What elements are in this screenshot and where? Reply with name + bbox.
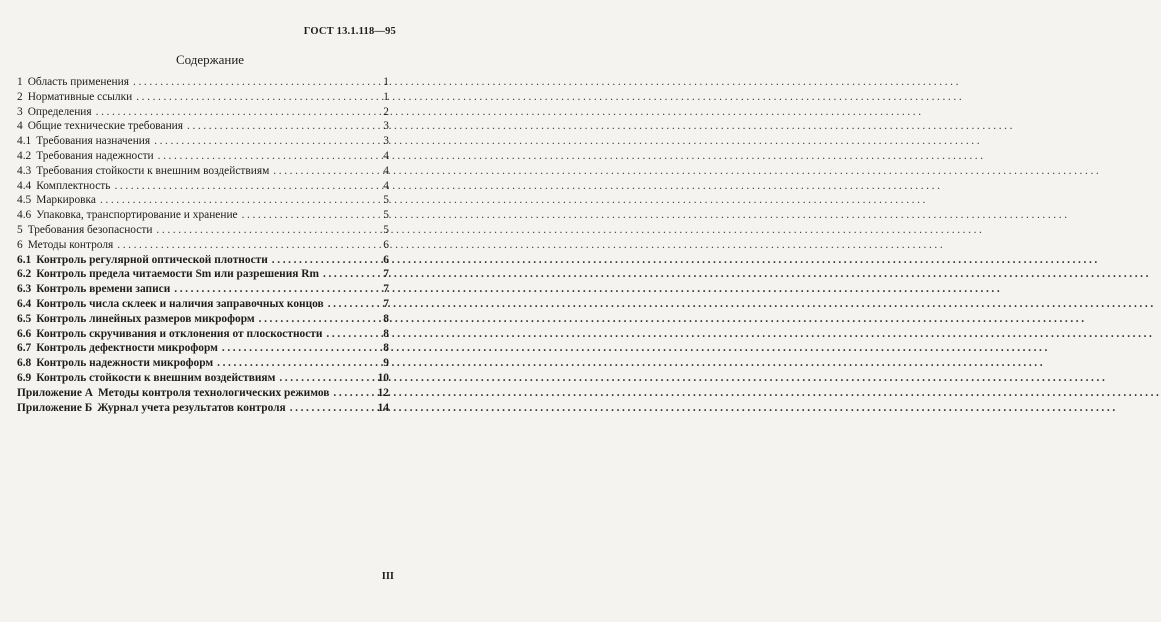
- toc-entry-number: 2: [17, 90, 23, 103]
- toc-leader-dots: [154, 134, 373, 149]
- toc-entry: [17, 341, 389, 356]
- toc-entry: [17, 134, 389, 149]
- toc-entry-label: Требования назначения: [36, 135, 151, 148]
- toc-entry-number: 1: [17, 76, 23, 88]
- toc-leader-dots: [100, 193, 373, 208]
- toc-entry-number: 4.3: [17, 164, 32, 177]
- toc-entry-label: Определения: [27, 105, 92, 118]
- toc-entry-number: 4.6: [17, 209, 32, 222]
- toc-entry-label: Контроль предела читаемости Sm или разрешения Rm: [36, 268, 320, 281]
- toc-leader-dots: [328, 297, 373, 312]
- toc-leader-dots: [242, 208, 373, 223]
- toc-entry-page: 10: [377, 371, 389, 384]
- toc-entry-number: 4.1: [17, 135, 32, 148]
- toc-entry-number: 3: [17, 105, 23, 118]
- toc-entry-number: 4.5: [17, 194, 32, 207]
- toc-entry-label: Методы контроля: [27, 238, 114, 251]
- toc-entry-number: 6.5: [17, 312, 32, 325]
- toc-entry-number: 6.7: [17, 342, 32, 355]
- toc-entry-page: 7: [383, 268, 389, 281]
- toc-entry: [17, 356, 389, 371]
- toc-leader-dots: [290, 401, 373, 416]
- document-header: ГОСТ 13.1.118—95: [303, 26, 396, 37]
- toc-entry-label: Контроль скручивания и отклонения от плоскостности: [36, 327, 323, 340]
- toc-entry-page: 6: [383, 238, 389, 251]
- toc-entry: [17, 282, 389, 297]
- toc-entry-label: Требования стойкости к внешним воздействиям: [36, 164, 270, 177]
- toc-leader-dots: [156, 223, 373, 238]
- toc-entry-page: 8: [383, 342, 389, 355]
- toc-leader-dots: [133, 75, 373, 90]
- toc-entry-label: Контроль линейных размеров микроформ: [36, 312, 255, 325]
- toc-entry-number: 4: [17, 120, 23, 133]
- table-of-contents: [17, 75, 389, 415]
- toc-entry-page: 4: [383, 149, 389, 162]
- toc-entry: [17, 327, 389, 342]
- toc-entry: [17, 179, 389, 194]
- page-number: III: [381, 571, 394, 582]
- toc-entry-number: 6.6: [17, 327, 32, 340]
- toc-entry-page: 12: [377, 386, 389, 399]
- toc-entry-label: Контроль стойкости к внешним воздействиям: [36, 371, 276, 384]
- toc-entry: [17, 267, 389, 282]
- toc-entry: [17, 208, 389, 223]
- toc-leader-dots: [323, 267, 373, 282]
- toc-entry-number: 5: [17, 223, 23, 236]
- toc-entry: [17, 90, 389, 105]
- toc-leader-dots: [136, 90, 373, 105]
- toc-entry-number: 6: [17, 238, 23, 251]
- toc-entry-number: 6.3: [17, 283, 32, 296]
- toc-entry-page: 1: [383, 76, 389, 88]
- toc-entry-page: 4: [383, 164, 389, 177]
- toc-entry-number: Приложение А: [17, 386, 93, 399]
- toc-entry-page: 3: [383, 135, 389, 148]
- toc-entry-page: 8: [383, 312, 389, 325]
- toc-leader-dots: [96, 105, 373, 120]
- toc-entry-page: 4: [383, 179, 389, 192]
- toc-entry-label: Упаковка, транспортирование и хранение: [36, 209, 238, 222]
- toc-entry-page: 7: [383, 297, 389, 310]
- toc-entry: [17, 386, 389, 401]
- toc-entry: [17, 105, 389, 120]
- toc-entry: [17, 149, 389, 164]
- toc-leader-dots: [187, 119, 373, 134]
- toc-leader-dots: [326, 327, 373, 342]
- toc-leader-dots: [217, 356, 373, 371]
- toc-entry: [17, 164, 389, 179]
- toc-leader-dots: [333, 386, 373, 401]
- toc-entry-label: Маркировка: [36, 194, 96, 207]
- toc-leader-dots: [117, 238, 373, 253]
- toc-entry-label: Контроль дефектности микроформ: [36, 342, 218, 355]
- toc-leader-dots: [174, 282, 373, 297]
- toc-leader-dots: [273, 164, 373, 179]
- toc-entry-label: Методы контроля технологических режимов: [97, 386, 330, 399]
- toc-entry-number: Приложение Б: [17, 401, 93, 414]
- toc-entry-label: Контроль числа склеек и наличия заправочных концов: [36, 297, 324, 310]
- toc-entry-number: 6.4: [17, 297, 32, 310]
- toc-entry-number: 4.2: [17, 149, 32, 162]
- toc-entry-number: 6.8: [17, 357, 32, 370]
- toc-entry-page: 9: [383, 357, 389, 370]
- toc-entry: [17, 119, 389, 134]
- toc-leader-dots: [158, 149, 373, 164]
- toc-entry-label: Журнал учета результатов контроля: [97, 401, 286, 414]
- toc-entry-page: 8: [383, 327, 389, 340]
- toc-entry-number: 6.1: [17, 253, 32, 266]
- toc-entry-page: 2: [383, 105, 389, 118]
- toc-entry-number: 4.4: [17, 179, 32, 192]
- toc-leader-dots: [259, 312, 373, 327]
- toc-entry: [17, 312, 389, 327]
- toc-entry-page: 14: [377, 401, 389, 414]
- toc-entry-label: Контроль надежности микроформ: [36, 357, 214, 370]
- toc-entry: [17, 75, 389, 90]
- toc-entry-page: 5: [383, 194, 389, 207]
- toc-entry: [17, 401, 389, 416]
- toc-leader-dots: [222, 341, 373, 356]
- toc-entry-number: 6.2: [17, 268, 32, 281]
- toc-entry-page: 5: [383, 209, 389, 222]
- toc-entry-label: Требования безопасности: [27, 223, 153, 236]
- toc-entry: [17, 253, 389, 268]
- toc-entry-label: Нормативные ссылки: [27, 90, 133, 103]
- toc-leader-dots: [114, 179, 373, 194]
- toc-entry-page: 3: [383, 120, 389, 133]
- toc-entry-label: Общие технические требования: [27, 120, 183, 133]
- page-title: Содержание: [175, 52, 245, 67]
- toc-entry-number: 6.9: [17, 371, 32, 384]
- toc-entry-page: 5: [383, 223, 389, 236]
- toc-entry: [17, 223, 389, 238]
- toc-entry: [17, 371, 389, 386]
- toc-entry: [17, 238, 389, 253]
- toc-entry-page: 6: [383, 253, 389, 266]
- toc-entry-page: 1: [383, 90, 389, 103]
- toc-entry-label: Область применения: [27, 76, 129, 88]
- toc-entry: [17, 193, 389, 208]
- toc-entry-label: Требования надежности: [36, 149, 154, 162]
- toc-leader-dots: [279, 371, 373, 386]
- toc-entry-label: Комплектность: [36, 179, 111, 192]
- toc-entry-label: Контроль регулярной оптической плотности: [36, 253, 268, 266]
- toc-leader-dots: [272, 253, 373, 268]
- toc-entry-label: Контроль времени записи: [36, 283, 171, 296]
- toc-entry: [17, 297, 389, 312]
- toc-entry-page: 7: [383, 283, 389, 296]
